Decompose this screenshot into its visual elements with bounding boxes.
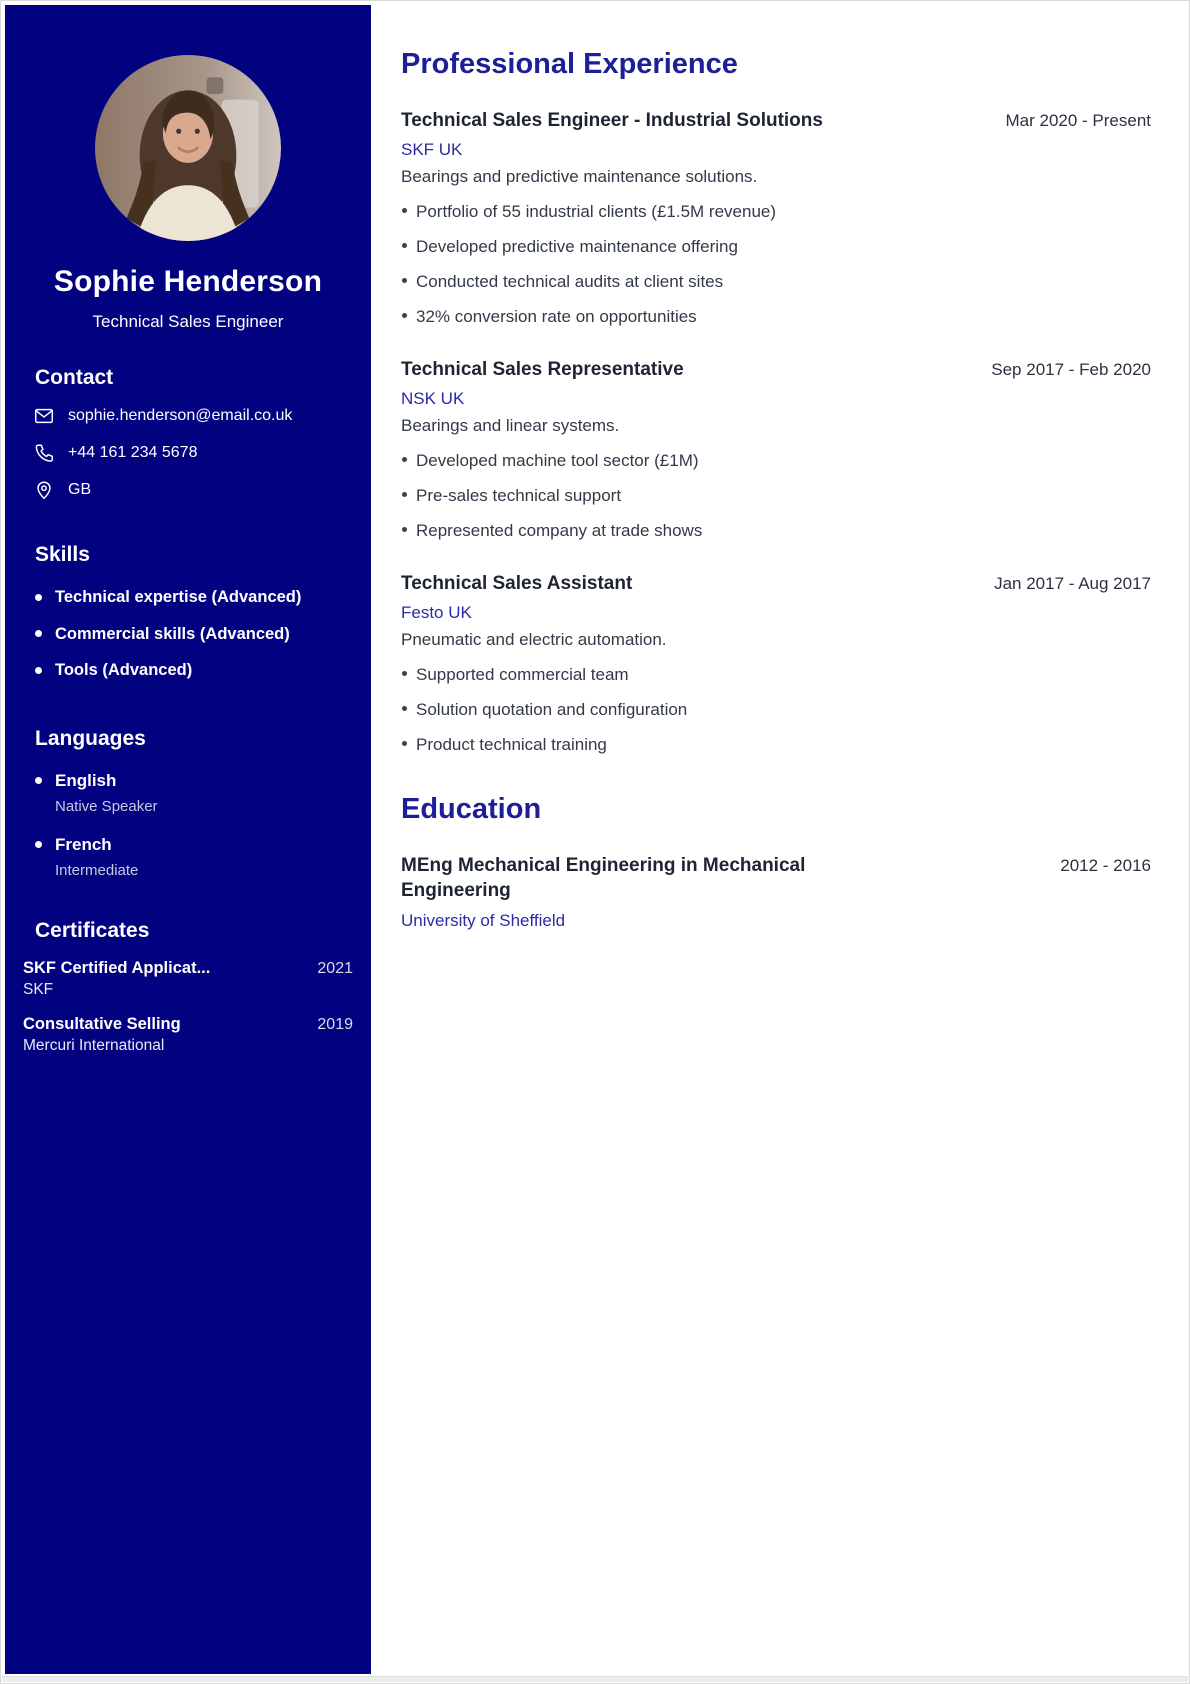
language-item [35,771,355,815]
job-bullet [401,450,1151,472]
contact-phone-row [5,442,371,464]
certificate-year: 2021 [317,959,353,977]
job-bullet [401,306,1151,328]
job-summary: Pneumatic and electric automation. [401,629,667,649]
education-entry [401,854,1151,930]
job-bullet [401,271,1151,293]
job-title: Technical Sales Representative [401,359,684,381]
bullet-dot-icon [35,630,42,637]
certificates-list [5,959,371,1055]
certificate-issuer: SKF [23,980,54,998]
job-bullet [401,236,1151,258]
bullet-dot-icon [402,706,407,711]
job-bullet-list [401,450,1151,542]
job-company-link: NSK UK [401,388,465,408]
contact-section [5,366,371,501]
job-bullet-list [401,664,1151,756]
job-bullet-text: 32% conversion rate on opportunities [416,307,697,327]
bullet-dot-icon [35,841,42,848]
education-section [401,794,1151,930]
certificate-item [23,959,353,999]
skill-label: Technical expertise (Advanced) [55,588,302,606]
job-bullet-text: Developed machine tool sector (£1M) [416,450,699,470]
job-bullet [401,699,1151,721]
bullet-dot-icon [402,527,407,532]
certificate-year: 2019 [317,1015,353,1033]
avatar [95,55,281,241]
contact-list [5,405,371,501]
job-bullet [401,664,1151,686]
education-degree: MEng Mechanical Engineering in Mechanical Engineering [401,855,806,901]
education-heading: Education [401,793,542,826]
contact-email-row [5,405,371,427]
education-school-link: University of Sheffield [401,910,566,930]
language-name: French [55,834,112,854]
contact-location-value: GB [68,480,92,498]
job-bullet [401,485,1151,507]
job-dates: Jan 2017 - Aug 2017 [994,574,1151,594]
bottom-scrollbar-strip [2,1676,1188,1682]
job-entry [401,572,1151,756]
experience-list [401,109,1151,756]
bullet-dot-icon [402,671,407,676]
job-title: Technical Sales Assistant [401,573,633,595]
bullet-dot-icon [35,667,42,674]
bullet-dot-icon [402,243,407,248]
bullet-dot-icon [402,313,407,318]
job-bullet-text: Pre-sales technical support [416,486,622,506]
email-icon [33,405,55,427]
person-role: Technical Sales Engineer [92,312,284,331]
skills-list [5,587,371,681]
skill-item [35,624,355,645]
main-content [371,5,1185,1674]
job-entry [401,358,1151,542]
location-pin-icon [33,479,55,501]
job-summary: Bearings and predictive maintenance solutions. [401,166,758,186]
job-bullet-text: Product technical training [416,735,607,755]
job-bullet [401,201,1151,223]
certificate-issuer: Mercuri International [23,1036,165,1054]
contact-phone-value: +44 161 234 5678 [68,443,198,461]
bullet-dot-icon [402,208,407,213]
bullet-dot-icon [35,777,42,784]
job-bullet-list [401,201,1151,328]
languages-heading: Languages [35,726,146,750]
bullet-dot-icon [402,278,407,283]
job-dates: Sep 2017 - Feb 2020 [991,360,1151,380]
person-name: Sophie Henderson [53,265,323,298]
skill-label: Tools (Advanced) [55,661,193,680]
job-entry [401,109,1151,328]
skill-label: Commercial skills (Advanced) [55,624,290,643]
job-bullet-text: Developed predictive maintenance offering [416,236,738,256]
phone-icon [33,442,55,464]
job-company-link: SKF UK [401,139,463,159]
bullet-dot-icon [402,492,407,497]
skills-heading: Skills [35,543,90,566]
job-bullet [401,520,1151,542]
job-bullet-text: Supported commercial team [416,665,629,685]
bullet-dot-icon [402,741,407,746]
job-dates: Mar 2020 - Present [1005,110,1151,130]
job-bullet [401,734,1151,756]
bullet-dot-icon [402,457,407,462]
experience-heading: Professional Experience [401,48,738,80]
language-level: Intermediate [55,861,139,879]
job-bullet-text: Solution quotation and configuration [416,700,688,720]
language-item [35,835,355,879]
languages-section [5,727,371,879]
bullet-dot-icon [35,594,42,601]
skill-item [35,587,355,608]
contact-location-row [5,479,371,501]
language-level: Native Speaker [55,797,158,815]
job-bullet-text: Portfolio of 55 industrial clients (£1.5M revenue) [416,201,777,221]
languages-list [5,771,371,879]
sidebar [5,5,371,1674]
language-name: English [55,770,117,790]
certificate-name: SKF Certified Applicat... [23,958,211,977]
certificate-item [23,1015,353,1055]
job-title: Technical Sales Engineer - Industrial Solutions [401,109,823,131]
job-company-link: Festo UK [401,602,472,622]
certificates-heading: Certificates [35,918,150,942]
certificates-section [5,919,371,1055]
job-bullet-text: Represented company at trade shows [416,521,703,541]
job-summary: Bearings and linear systems. [401,415,620,435]
skill-item [35,660,355,681]
contact-email-value: sophie.henderson@email.co.uk [68,406,293,424]
avatar-photo-placeholder [95,55,281,241]
education-dates: 2012 - 2016 [1060,856,1151,876]
contact-heading: Contact [35,366,114,389]
certificate-name: Consultative Selling [23,1014,181,1033]
skills-section [5,543,371,681]
job-bullet-text: Conducted technical audits at client sites [416,271,724,291]
